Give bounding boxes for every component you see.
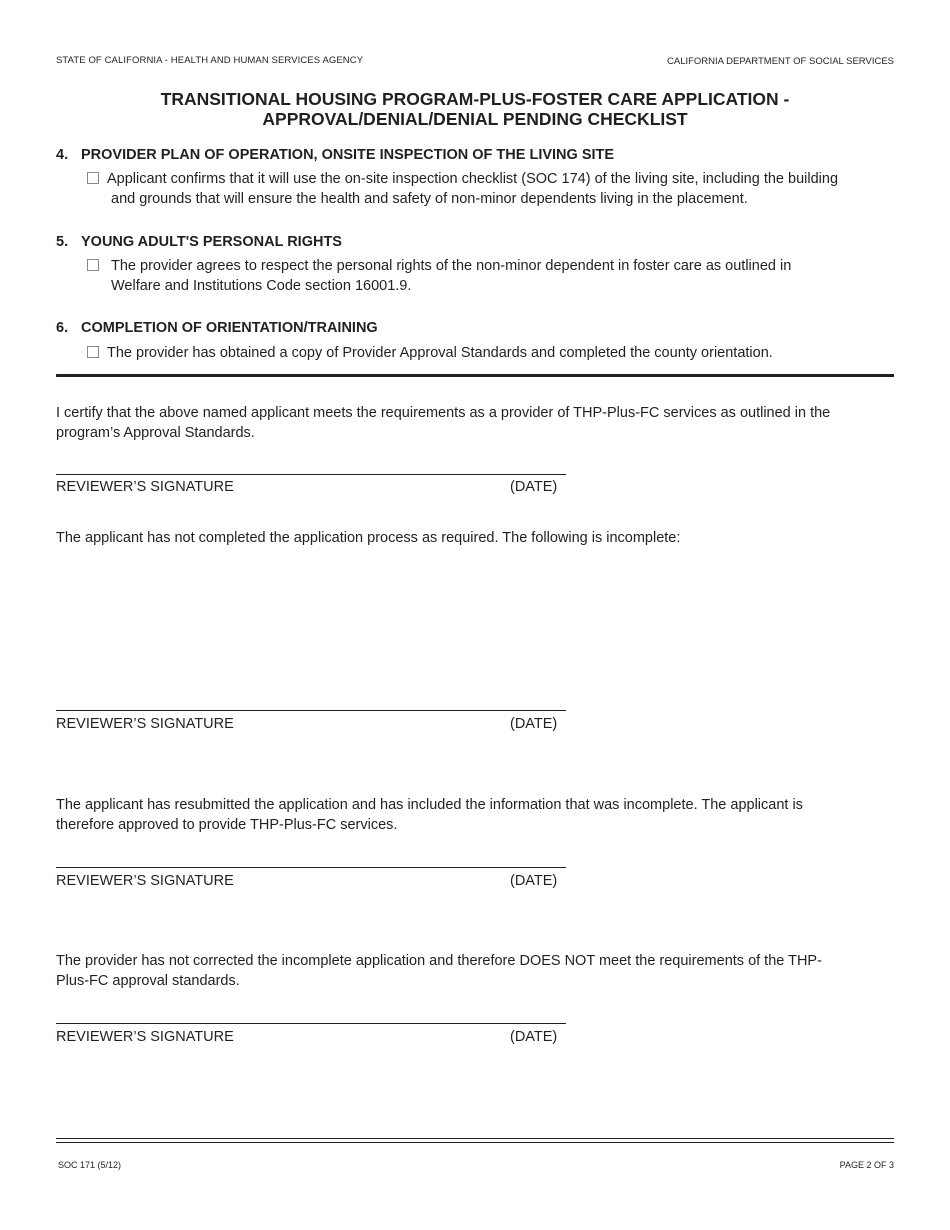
statement-line: Plus-FC approval standards. (56, 973, 240, 989)
signature-line[interactable] (56, 710, 566, 711)
statement-line: I certify that the above named applicant meets the requirements as a provider of THP-Plus-FC services as outlined in the (56, 405, 831, 421)
certify-statement (56, 403, 901, 443)
agency-name: STATE OF CALIFORNIA - HEALTH AND HUMAN SERVICES AGENCY (56, 55, 364, 66)
page-title (0, 89, 950, 129)
signature-label: REVIEWER’S SIGNATURE (56, 716, 234, 732)
statement-line: The applicant has resubmitted the application and has included the information that was incomplete. The applicant is (56, 797, 803, 813)
section-6-item (87, 343, 897, 363)
incomplete-items-area[interactable] (56, 552, 894, 702)
section-title: PROVIDER PLAN OF OPERATION, ONSITE INSPECTION OF THE LIVING SITE (81, 147, 615, 163)
section-number: 4. (56, 147, 69, 163)
date-label: (DATE) (510, 1029, 558, 1045)
incomplete-statement (56, 528, 901, 548)
resubmitted-statement (56, 795, 901, 835)
section-title: COMPLETION OF ORIENTATION/TRAINING (81, 320, 378, 336)
item-text: The provider agrees to respect the personal rights of the non-minor dependent in foster care as outlined in (111, 258, 792, 274)
department-name: CALIFORNIA DEPARTMENT OF SOCIAL SERVICES (667, 56, 894, 67)
signature-line[interactable] (56, 867, 566, 868)
checkbox[interactable] (87, 172, 99, 184)
title-line-2: APPROVAL/DENIAL/DENIAL PENDING CHECKLIST (262, 109, 688, 129)
item-text: Applicant confirms that it will use the on-site inspection checklist (SOC 174) of the living site, including the building (107, 171, 839, 187)
section-5-heading (56, 234, 342, 250)
statement-line: program’s Approval Standards. (56, 425, 255, 441)
not-corrected-statement (56, 951, 901, 991)
checkbox[interactable] (87, 346, 99, 358)
title-line-1: TRANSITIONAL HOUSING PROGRAM-PLUS-FOSTER CARE APPLICATION - (160, 89, 790, 109)
section-number: 6. (56, 320, 69, 336)
date-label: (DATE) (510, 479, 558, 495)
item-text: The provider has obtained a copy of Provider Approval Standards and completed the county orientation. (107, 345, 773, 361)
section-5-item (87, 256, 897, 296)
section-6-heading (56, 320, 378, 336)
footer-rule (56, 1142, 894, 1143)
section-4-item (87, 169, 897, 209)
signature-line[interactable] (56, 1023, 566, 1024)
signature-label: REVIEWER’S SIGNATURE (56, 479, 234, 495)
page-number: PAGE 2 OF 3 (839, 1160, 894, 1170)
date-label: (DATE) (510, 873, 558, 889)
section-number: 5. (56, 234, 69, 250)
section-4-heading (56, 147, 614, 163)
date-label: (DATE) (510, 716, 558, 732)
statement-line: therefore approved to provide THP-Plus-FC services. (56, 817, 398, 833)
footer-rule (56, 1138, 894, 1139)
section-divider (56, 374, 894, 377)
checkbox[interactable] (87, 259, 99, 271)
item-text-cont: and grounds that will ensure the health and safety of non-minor dependents living in the placement. (111, 191, 748, 207)
signature-label: REVIEWER’S SIGNATURE (56, 1029, 234, 1045)
signature-line[interactable] (56, 474, 566, 475)
statement-line: The applicant has not completed the application process as required. The following is incomplete: (56, 530, 681, 546)
signature-label: REVIEWER’S SIGNATURE (56, 873, 234, 889)
statement-line: The provider has not corrected the incomplete application and therefore DOES NOT meet the requirements of the THP- (56, 953, 822, 969)
item-text-cont: Welfare and Institutions Code section 16001.9. (111, 278, 412, 294)
form-number: SOC 171 (5/12) (58, 1160, 122, 1170)
section-title: YOUNG ADULT'S PERSONAL RIGHTS (81, 234, 342, 250)
